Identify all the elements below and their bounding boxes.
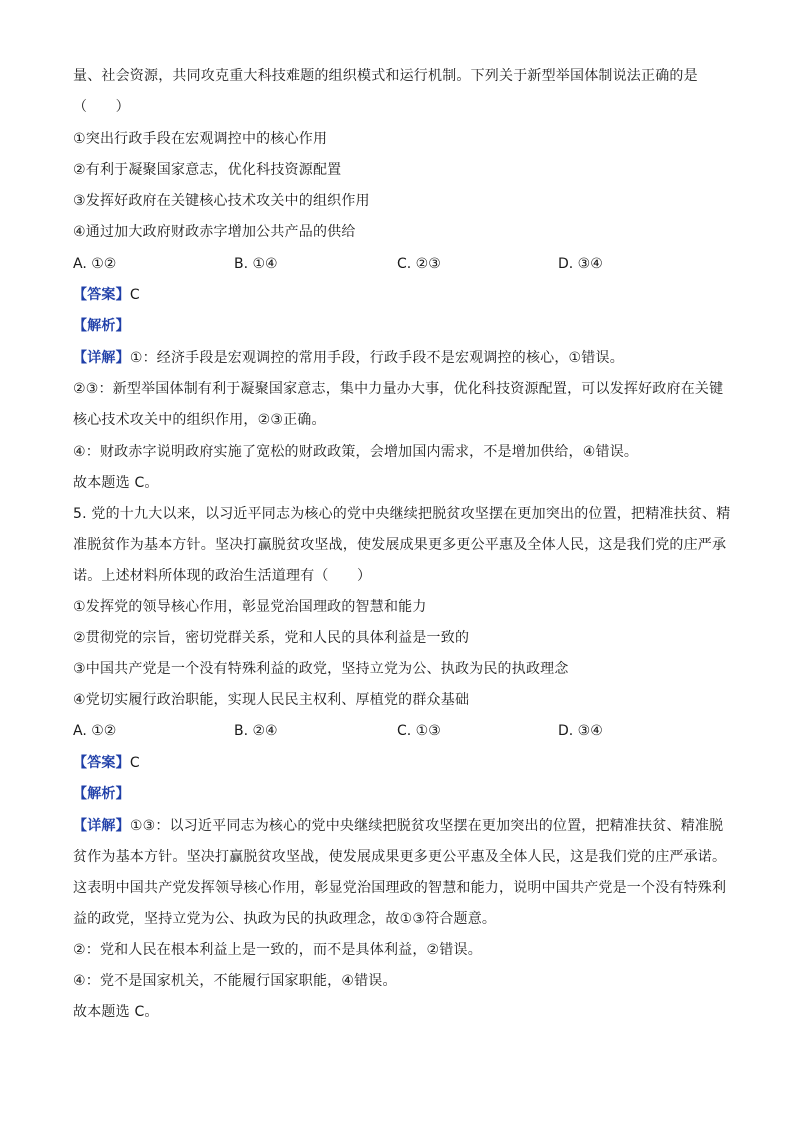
q4-item-2: ②有利于凝聚国家意志，优化科技资源配置: [73, 162, 342, 178]
q5-item-3: ③中国共产党是一个没有特殊利益的政党，坚持立党为公、执政为民的执政理念: [73, 661, 569, 677]
q5-detail-line-1: [73, 817, 723, 835]
q4-stem-line-2: （ ）: [73, 99, 130, 115]
q4-analysis-line: [73, 317, 130, 335]
q4-option-c: C. ②③: [397, 256, 441, 272]
q5-conclusion: 故本题选 C。: [73, 1004, 159, 1020]
q4-option-a: A. ①②: [73, 256, 117, 272]
q5-answer-line: [73, 754, 140, 772]
q4-option-b: B. ①④: [234, 256, 278, 272]
q4-analysis-tag: 【解析】: [73, 318, 130, 334]
q4-detail-line-3: 核心技术攻关中的组织作用，②③正确。: [73, 412, 326, 428]
q4-detail-line-4: ④：财政赤字说明政府实施了宽松的财政政策，会增加国内需求，不是增加供给，④错误。: [73, 444, 639, 460]
q5-item-4: ④党切实履行政治职能，实现人民民主权利、厚植党的群众基础: [73, 692, 470, 708]
q4-answer-line: [73, 286, 140, 304]
q4-answer-tag: 【答案】: [73, 287, 130, 303]
q4-item-1: ①突出行政手段在宏观调控中的核心作用: [73, 131, 328, 147]
q4-detail-text-1: ①：经济手段是宏观调控的常用手段，行政手段不是宏观调控的核心，①错误。: [129, 350, 624, 366]
q5-option-c: C. ①③: [397, 723, 441, 739]
q4-item-4: ④通过加大政府财政赤字增加公共产品的供给: [73, 224, 356, 240]
q5-detail-line-6: ④：党不是国家机关，不能履行国家职能，④错误。: [73, 973, 397, 989]
q5-answer-value: C: [129, 755, 140, 771]
q4-conclusion: 故本题选 C。: [73, 475, 159, 491]
q4-answer-value: C: [129, 287, 140, 303]
q5-analysis-line: [73, 785, 130, 803]
q5-detail-line-3: 这表明中国共产党发挥领导核心作用，彰显党治国理政的智慧和能力，说明中国共产党是一个没有特殊利: [73, 880, 727, 896]
q4-option-d: D. ③④: [558, 256, 603, 272]
q5-option-d: D. ③④: [558, 723, 603, 739]
q5-detail-line-5: ②：党和人民在根本利益上是一致的，而不是具体利益，②错误。: [73, 942, 482, 958]
q5-item-1: ①发挥党的领导核心作用，彰显党治国理政的智慧和能力: [73, 599, 427, 615]
q5-detail-line-4: 益的政党，坚持立党为公、执政为民的执政理念，故①③符合题意。: [73, 911, 497, 927]
q4-stem-line-1: 量、社会资源，共同攻克重大科技难题的组织模式和运行机制。下列关于新型举国体制说法正确的是: [73, 68, 698, 84]
q5-detail-line-2: 贫作为基本方针。坚决打赢脱贫攻坚战，使发展成果更多更公平惠及全体人民，这是我们党的庄严承诺。: [73, 849, 727, 865]
q5-option-a: A. ①②: [73, 723, 117, 739]
q5-detail-tag: 【详解】: [73, 818, 130, 834]
q4-detail-line-2: ②③：新型举国体制有利于凝聚国家意志，集中力量办大事，优化科技资源配置，可以发挥好政府在关键: [73, 381, 724, 397]
q4-item-3: ③发挥好政府在关键核心技术攻关中的组织作用: [73, 193, 370, 209]
q4-detail-line-1: [73, 349, 624, 367]
q5-stem-line-2: 准脱贫作为基本方针。坚决打赢脱贫攻坚战，使发展成果更多更公平惠及全体人民，这是我们党的庄严承: [73, 537, 727, 553]
q5-stem-line-3: 诺。上述材料所体现的政治生活道理有（ ）: [73, 568, 372, 584]
q4-detail-tag: 【详解】: [73, 350, 130, 366]
q5-stem-line-1: 5. 党的十九大以来，以习近平同志为核心的党中央继续把脱贫攻坚摆在更加突出的位置，把精准扶贫、精: [73, 506, 731, 522]
q5-item-2: ②贯彻党的宗旨，密切党群关系，党和人民的具体利益是一致的: [73, 630, 470, 646]
q5-detail-text-1: ①③：以习近平同志为核心的党中央继续把脱贫攻坚摆在更加突出的位置，把精准扶贫、精准脱: [129, 818, 724, 834]
q5-analysis-tag: 【解析】: [73, 786, 130, 802]
q5-answer-tag: 【答案】: [73, 755, 130, 771]
q5-option-b: B. ②④: [234, 723, 278, 739]
